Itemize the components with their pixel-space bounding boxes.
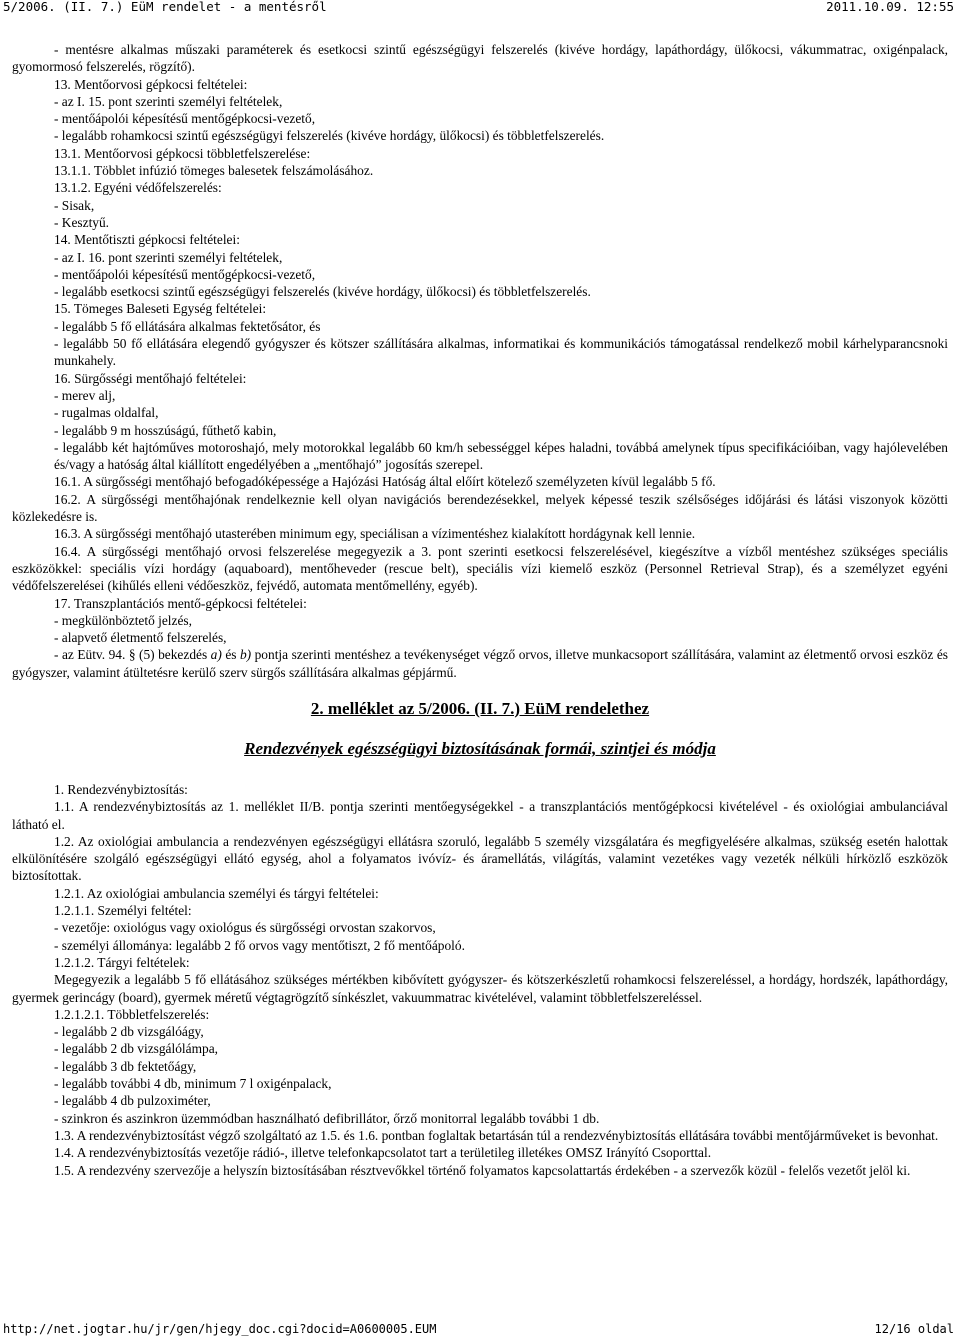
- list-item: - rugalmas oldalfal,: [54, 405, 159, 421]
- subsection-16-2: 16.2. A sürgősségi mentőhajónak rendelkeznie kell olyan navigációs berendezésekkel, melyek képessé teszik szélsőséges időjárási és látási viszonyok közötti közlekedésre is.: [12, 491, 948, 525]
- list-item: - vezetője: oxiológus vagy oxiológus és sürgősségi orvostan szakorvos,: [54, 920, 436, 936]
- text-run: pontja szerinti mentéshez a tevékenységet végző orvos, illetve munkacsoport szállítására, valamint az életmentő orvosi eszköz és gyógyszer, valamint átültetésre kerülő szerv sürgős szállítására alkalmas gépjármű.: [12, 647, 948, 680]
- annex-section-1-2-1-2: 1.2.1.2. Tárgyi feltételek:: [54, 954, 190, 970]
- list-item: - személyi állománya: legalább 2 fő orvos vagy mentőtiszt, 2 fő mentőápoló.: [54, 937, 465, 953]
- document-title: 5/2006. (II. 7.) EüM rendelet - a mentésről: [3, 0, 327, 14]
- text-run-italic: b): [239, 647, 252, 663]
- list-item: - merev alj,: [54, 387, 116, 403]
- section-heading-16: 16. Sürgősségi mentőhajó feltételei:: [54, 370, 247, 386]
- print-timestamp: 2011.10.09. 12:55: [826, 0, 954, 14]
- annex-subtitle: Rendezvények egészségügyi biztosításának formái, szintjei és módja: [244, 738, 716, 758]
- subsection-16-4: 16.4. A sürgősségi mentőhajó orvosi felszerelése megegyezik a 3. pont szerinti esetkocsi felszerelésével, kiegészítve a vízből mentéshez szükséges speciális eszközökkel: speciális vízi hordágy (aquaboard), mentőheveder (rescue belt), speciális vízi kiemelő eszköz (Personnel Retrieval Strap), és a személyzet egyéni védőfelszerelései (kihűlés elleni védőeszköz, fejvédő, automata mentőmellény, egyéb).: [12, 543, 948, 594]
- subsection-16-1: 16.1. A sürgősségi mentőhajó befogadóképessége a Hajózási Hatóság által előírt kötelező személyzeten kívül legalább 5 fő.: [54, 474, 716, 490]
- subsection-16-3: 16.3. A sürgősségi mentőhajó utasterében minimum egy, speciálisan a vízimentéshez kialakított hordágynak kell lennie.: [54, 526, 696, 542]
- section-heading-15: 15. Tömeges Baleseti Egység feltételei:: [54, 301, 267, 317]
- list-item: - legalább 5 fő ellátására alkalmas fektetősátor, és: [54, 318, 321, 334]
- paragraph: - mentésre alkalmas műszaki paraméterek és esetkocsi szintű egészségügyi felszerelés (kivéve hordágy, lapáthordágy, ülőkocsi, vákummatrac, oxigénpalack, gyomormosó felszerelés, rögzítő).: [12, 42, 948, 75]
- list-item: - Kesztyű.: [54, 214, 110, 230]
- annex-section-1-3: 1.3. A rendezvénybiztosítást végző szolgáltató az 1.5. és 1.6. pontban foglaltak betartásán túl a rendezvénybiztosítás ellátására további mentőjárműveket is bevonhat.: [54, 1127, 939, 1143]
- section-heading-17: 17. Transzplantációs mentő-gépkocsi feltételei:: [54, 595, 307, 611]
- annex-section-1: 1. Rendezvénybiztosítás:: [54, 781, 188, 797]
- annex-title: 2. melléklet az 5/2006. (II. 7.) EüM rendelethez: [310, 698, 650, 718]
- document-body: [12, 41, 948, 1179]
- paragraph: Megegyezik a legalább 5 fő ellátásához szükséges mértékben kibővített gyógyszer- és kötszerkészletű rohamkocsi felszereléssel, a hordágy, hordszék, lapáthordágy, gyermek gerincágy (board), gyermek méretű végtagrögzítő sínkészlet, vakuummatrac kivételével, valamint többletfelszereléssel.: [12, 972, 948, 1005]
- page-number: 12/16 oldal: [874, 1322, 954, 1336]
- page-footer: [0, 1322, 960, 1340]
- subsection-13-1-1: 13.1.1. Többlet infúzió tömeges balesetek felszámolásához.: [54, 163, 374, 179]
- section-heading-14: 14. Mentőtiszti gépkocsi feltételei:: [54, 232, 240, 248]
- list-item: - legalább rohamkocsi szintű egészségügyi felszerelés (kivéve hordágy, ülőkocsi) és többletfelszerelés.: [54, 128, 605, 144]
- section-heading-13: 13. Mentőorvosi gépkocsi feltételei:: [54, 76, 248, 92]
- list-item: - az I. 15. pont szerinti személyi feltételek,: [54, 93, 283, 109]
- annex-section-1-2-1-2-1: 1.2.1.2.1. Többletfelszerelés:: [54, 1006, 210, 1022]
- text-run-italic: a): [210, 647, 222, 663]
- list-item: - legalább 2 db vizsgálóágy,: [54, 1024, 204, 1040]
- list-item: - legalább 50 fő ellátására elegendő gyógyszer és kötszer szállítására alkalmas, informatikai és kommunikációs támogatással rendelkező mobil kárhelyparancsnoki munkahely.: [54, 336, 948, 369]
- annex-section-1-1: 1.1. A rendezvénybiztosítás az 1. melléklet II/B. pontja szerinti mentőegységekkel - a transzplantációs mentőgépkocsi kivételével - és oxiológiai ambulanciával látható el.: [12, 799, 948, 832]
- list-item: - legalább 9 m hosszúságú, fűthető kabin,: [54, 422, 277, 438]
- list-item: - legalább 3 db fektetőágy,: [54, 1058, 197, 1074]
- list-item: [12, 646, 948, 681]
- list-item: - legalább 4 db pulzoximéter,: [54, 1093, 211, 1109]
- list-item: - legalább további 4 db, minimum 7 l oxigénpalack,: [54, 1076, 332, 1092]
- text-run: - az Eütv. 94. § (5) bekezdés: [54, 647, 211, 663]
- list-item: - alapvető életmentő felszerelés,: [54, 630, 227, 646]
- annex-section-1-2-1: 1.2.1. Az oxiológiai ambulancia személyi és tárgyi feltételei:: [54, 885, 379, 901]
- list-item: - szinkron és aszinkron üzemmódban használható defibrillátor, őrző monitorral legalább további 1 db.: [54, 1110, 600, 1126]
- list-item: - mentőápolói képesítésű mentőgépkocsi-vezető,: [54, 111, 316, 127]
- list-item: - legalább esetkocsi szintű egészségügyi felszerelés (kivéve hordágy, ülőkocsi) és többletfelszerelés.: [54, 284, 591, 300]
- subsection-13-1: 13.1. Mentőorvosi gépkocsi többletfelszerelése:: [54, 145, 311, 161]
- annex-section-1-4: 1.4. A rendezvénybiztosítás vezetője rádió-, illetve telefonkapcsolatot tart a területileg illetékes OMSZ Irányító Csoporttal.: [54, 1145, 712, 1161]
- annex-section-1-2-1-1: 1.2.1.1. Személyi feltétel:: [54, 903, 192, 919]
- list-item: - megkülönböztető jelzés,: [54, 612, 192, 628]
- page-header: [0, 0, 960, 18]
- source-url[interactable]: http://net.jogtar.hu/jr/gen/hjegy_doc.cgi?docid=A0600005.EUM: [3, 1322, 437, 1336]
- annex-section-1-2: 1.2. Az oxiológiai ambulancia a rendezvényen egészségügyi ellátásra szoruló, legalább 5 személy vizsgálatára és megfigyelésére alkalmas, szükség esetén halottak elkülönítésére szolgáló egészségügyi ellátó egység, ahol a folyamatos ivóvíz- és áramellátás, világítás, valamint vezetékes vagy vezeték nélküli hírközlő eszközök biztosítottak.: [12, 833, 948, 884]
- list-item: - legalább két hajtóműves motoroshajó, mely motorokkal legalább 60 km/h sebességgel képes haladni, továbbá amelynek típus specifikációiban, vagy hajólevelében és/vagy a hatóság által kiállított engedélyében a „mentőhajó” jogosítás szerepel.: [54, 439, 948, 473]
- list-item: - az I. 16. pont szerinti személyi feltételek,: [54, 249, 283, 265]
- text-run: és: [221, 647, 240, 663]
- list-item: - Sisak,: [54, 197, 95, 213]
- list-item: - mentőápolói képesítésű mentőgépkocsi-vezető,: [54, 266, 316, 282]
- list-item: - legalább 2 db vizsgálólámpa,: [54, 1041, 218, 1057]
- annex-section-1-5: 1.5. A rendezvény szervezője a helyszín biztosításában résztvevőkkel történő folyamatos kapcsolattartás érdekében - a szervezők közül - felelős vezetőt jelöl ki.: [54, 1162, 911, 1178]
- subsection-13-1-2: 13.1.2. Egyéni védőfelszerelés:: [54, 180, 222, 196]
